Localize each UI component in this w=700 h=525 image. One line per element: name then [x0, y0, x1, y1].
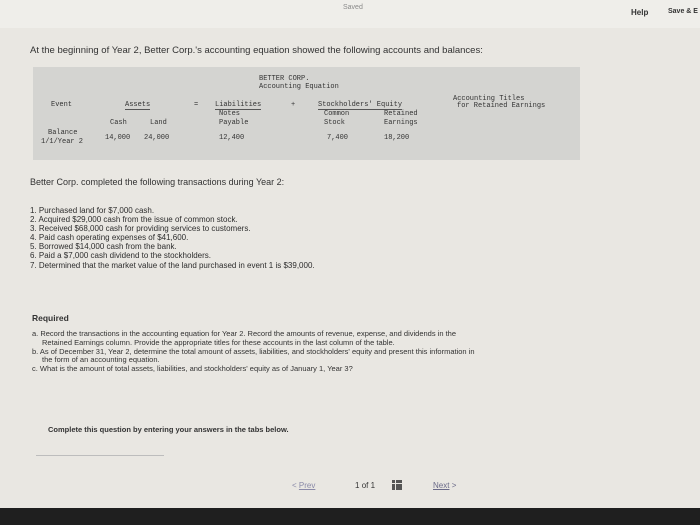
requirement-b-line2: the form of an accounting equation. — [42, 355, 160, 365]
requirement-b — [32, 348, 632, 366]
requirement-a — [32, 330, 632, 348]
page-indicator — [355, 481, 375, 490]
payable-header: Payable — [219, 119, 249, 127]
stock-header: Stock — [324, 119, 346, 127]
chevron-left-icon: < — [292, 481, 297, 490]
balance-retained-earnings: 18,200 — [384, 134, 410, 142]
balance-label: Balance — [48, 129, 78, 137]
common-header: Common — [324, 110, 350, 118]
equity-header: Stockholders' Equity — [318, 101, 403, 109]
assets-header: Assets — [125, 101, 151, 109]
grid-icon[interactable] — [392, 480, 402, 490]
transactions-list — [30, 206, 315, 270]
prev-label: Prev — [298, 481, 316, 490]
total-pages: 1 — [370, 481, 376, 490]
save-status: Saved — [343, 4, 363, 11]
page-of: of — [361, 481, 369, 490]
transaction-item: 2. Acquired $29,000 cash from the issue of common stock. — [30, 215, 238, 225]
balance-notes-payable: 12,400 — [219, 134, 245, 142]
tab-divider — [36, 455, 164, 456]
equation-title: BETTER CORP. — [259, 75, 310, 83]
requirements-list — [32, 330, 632, 374]
transaction-item: 3. Received $68,000 cash for providing services to customers. — [30, 224, 251, 234]
requirement-a-line2: Retained Earnings column. Provide the appropriate titles for these accounts in the last column of the table. — [42, 337, 395, 347]
titles-header-line2: for Retained Earnings — [457, 102, 546, 110]
top-bar — [0, 0, 700, 28]
titles-header: Accounting Titles — [453, 95, 525, 103]
instruction-text: Complete this question by entering your answers in the tabs below. — [48, 425, 289, 434]
accounting-equation-table — [33, 67, 580, 160]
transaction-item: 7. Determined that the market value of the land purchased in event 1 is $39,000. — [30, 260, 315, 270]
prev-button[interactable] — [292, 481, 315, 490]
earnings-header: Earnings — [384, 119, 418, 127]
land-header: Land — [150, 119, 167, 127]
help-button[interactable]: Help — [631, 8, 649, 17]
balance-land: 24,000 — [144, 134, 170, 142]
required-heading: Required — [32, 313, 69, 323]
requirement-a-line1: a. Record the transactions in the accounting equation for Year 2. Record the amounts of revenue, expense, and dividends in the — [32, 329, 457, 338]
next-label: Next — [433, 481, 450, 490]
transaction-item: 1. Purchased land for $7,000 cash. — [30, 206, 155, 215]
transaction-item: 4. Paid cash operating expenses of $41,600. — [30, 233, 189, 243]
chevron-right-icon: > — [451, 481, 457, 490]
transaction-item: 5. Borrowed $14,000 cash from the bank. — [30, 242, 177, 252]
requirement-b-line1: b. As of December 31, Year 2, determine the total amount of assets, liabilities, and stockholders' equity and present this information in — [32, 346, 475, 356]
requirement-c-line1: c. What is the amount of total assets, liabilities, and stockholders' equity as of January 1, Year 3? — [32, 364, 353, 374]
equation-subtitle: Accounting Equation — [259, 83, 339, 91]
balance-date: 1/1/Year 2 — [41, 138, 84, 146]
retained-header: Retained — [384, 110, 418, 118]
transaction-item: 6. Paid a $7,000 cash dividend to the stockholders. — [30, 251, 212, 261]
transactions-intro: Better Corp. completed the following transactions during Year 2: — [30, 177, 285, 187]
liabilities-header: Liabilities — [215, 101, 262, 109]
current-page: 1 — [355, 481, 360, 490]
intro-text: At the beginning of Year 2, Better Corp.'s accounting equation showed the following accounts and balances: — [30, 45, 483, 56]
cash-header: Cash — [110, 119, 127, 127]
save-exit-button[interactable]: Save & E — [668, 8, 698, 15]
balance-cash: 14,000 — [105, 134, 131, 142]
next-button[interactable] — [433, 481, 456, 490]
requirement-c — [32, 365, 632, 374]
bottom-bar — [0, 508, 700, 525]
notes-header: Notes — [219, 110, 241, 118]
plus-sign: + — [291, 101, 296, 109]
equals-sign: = — [194, 101, 199, 109]
event-header: Event — [51, 101, 73, 109]
balance-common-stock: 7,400 — [327, 134, 349, 142]
